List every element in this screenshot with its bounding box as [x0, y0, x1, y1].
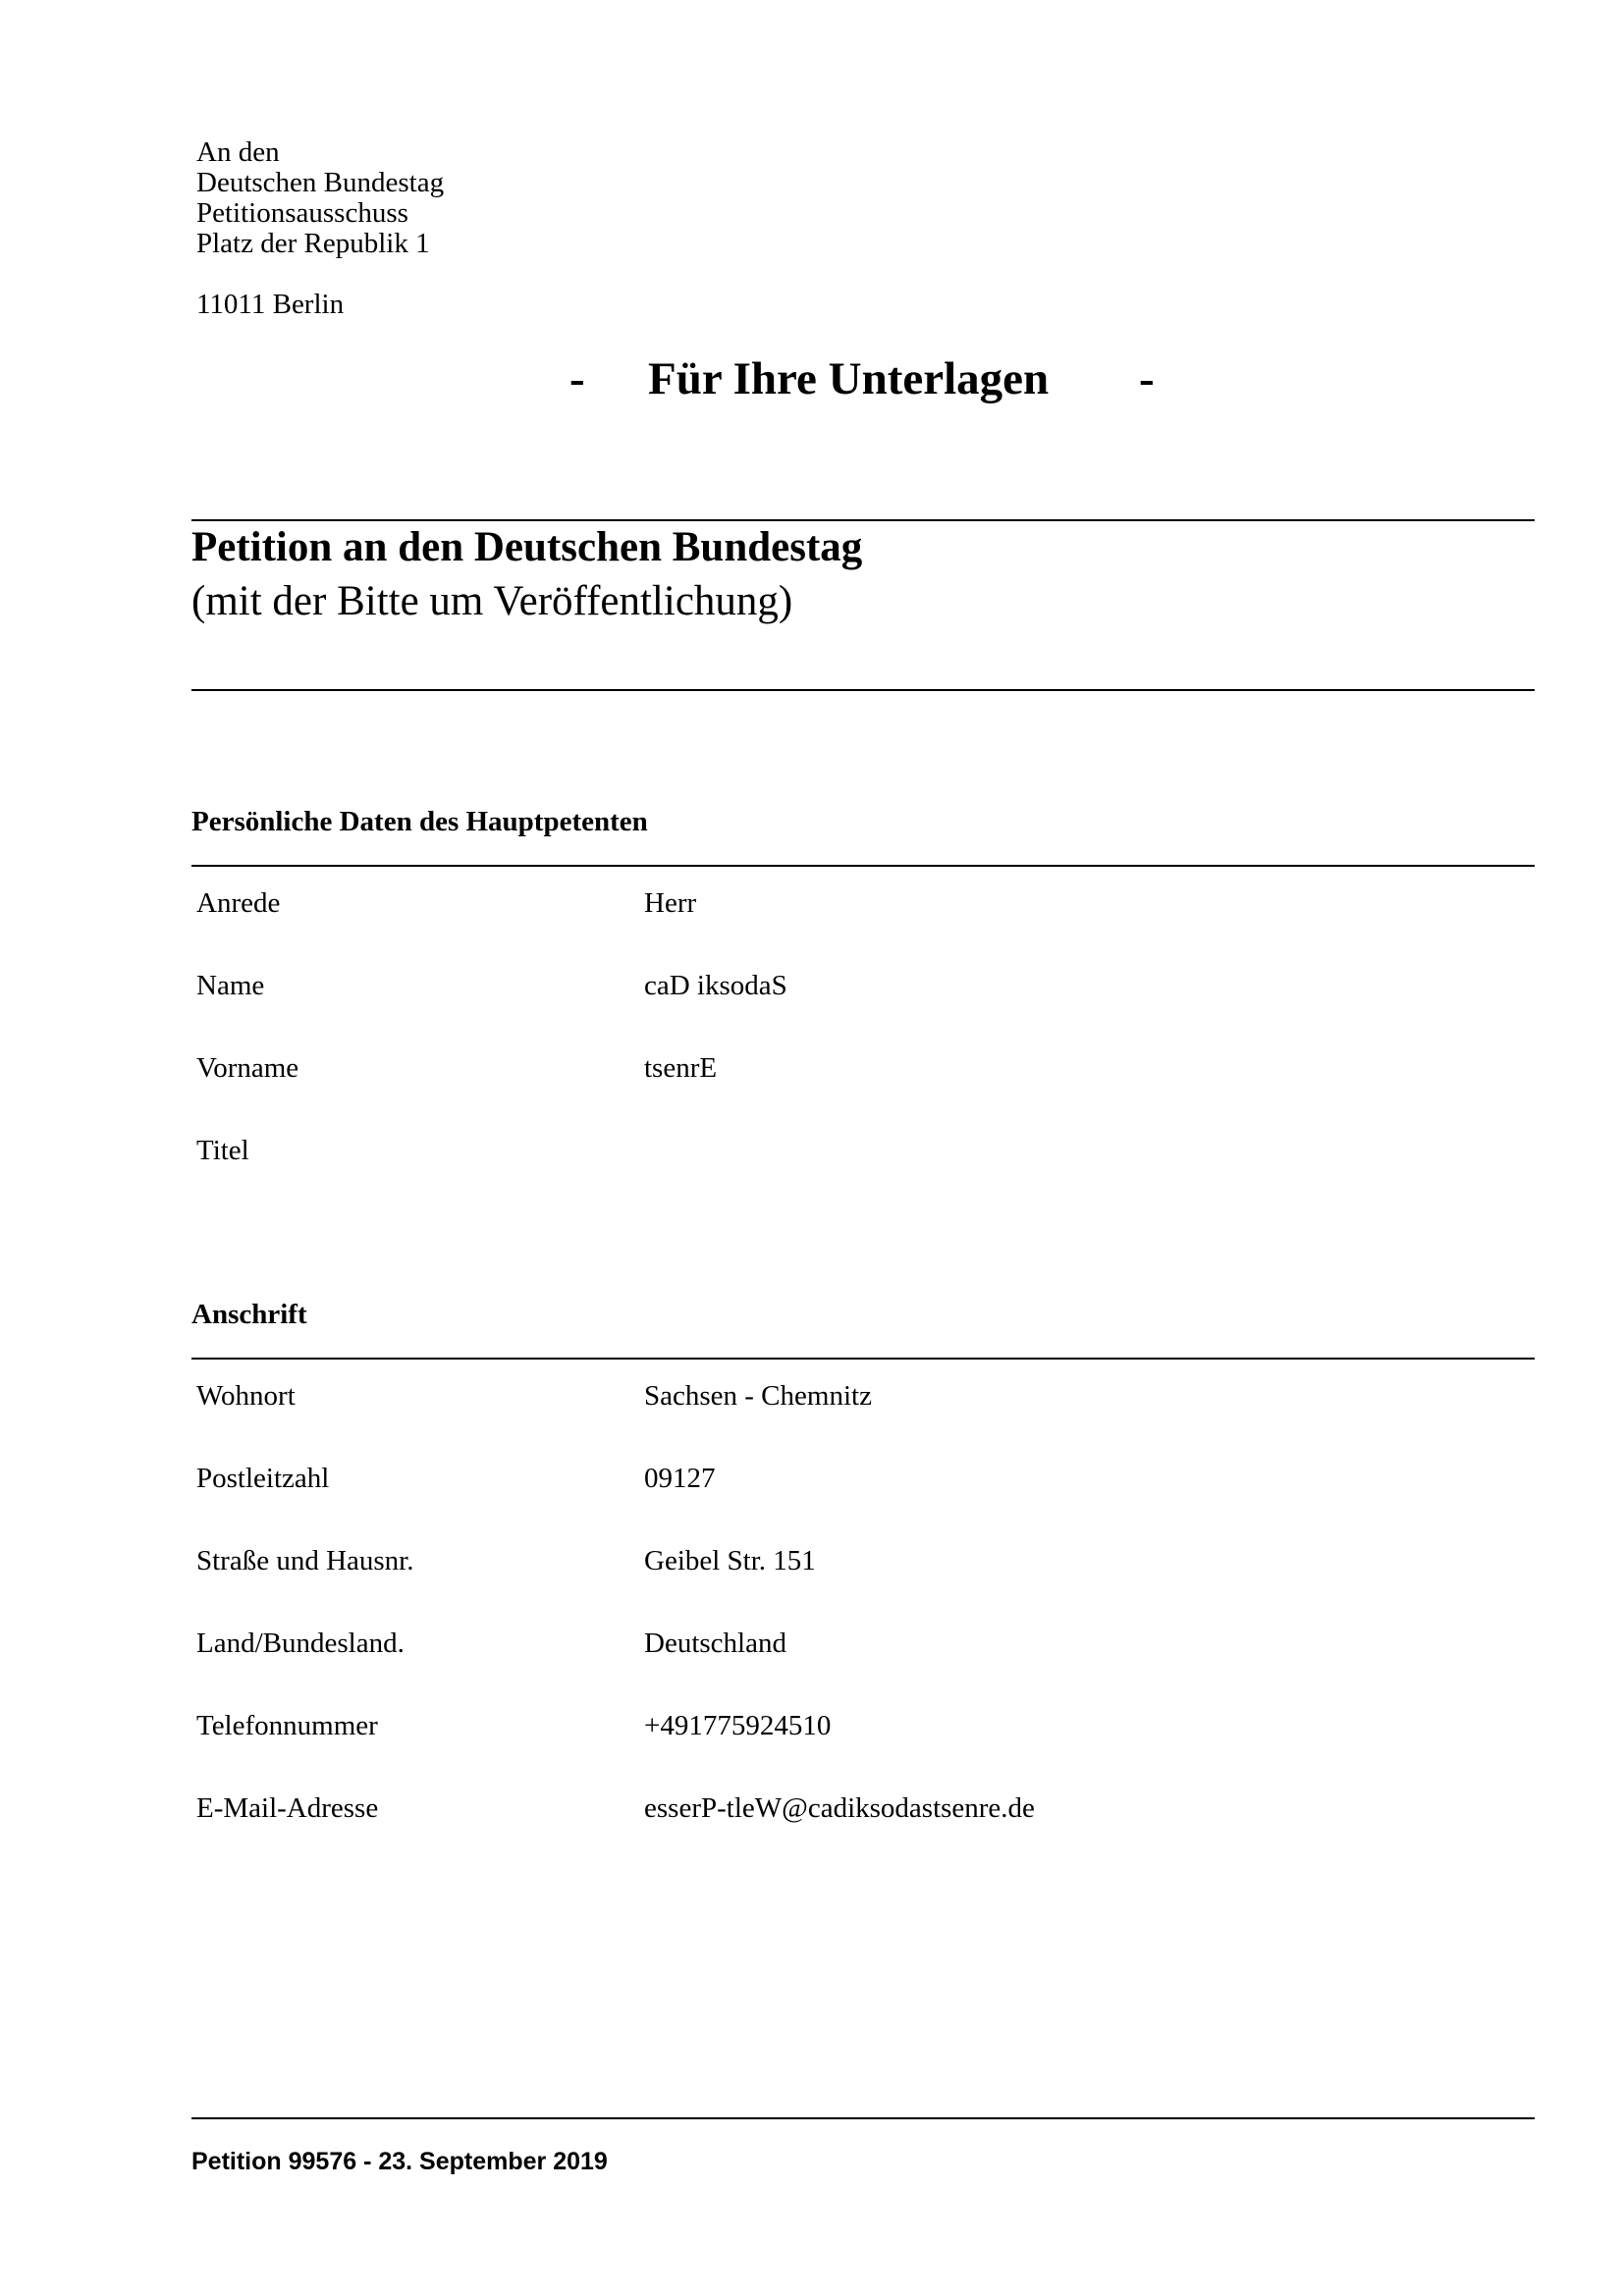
- field-label: Anrede: [196, 887, 281, 919]
- page-subtitle: (mit der Bitte um Veröffentlichung): [191, 578, 793, 624]
- field-row-land: [196, 1624, 1532, 1663]
- page-footer: Petition 99576 - 23. September 2019: [191, 2148, 608, 2175]
- footer-divider: [191, 2117, 1535, 2119]
- field-row-titel: [196, 1131, 1532, 1170]
- field-label: Wohnort: [196, 1380, 296, 1412]
- recipient-line: An den: [196, 136, 280, 168]
- recipient-line: Petitionsausschuss: [196, 197, 408, 229]
- address-section-divider: [191, 1358, 1535, 1360]
- field-value: +491775924510: [644, 1710, 832, 1741]
- records-heading-text: Für Ihre Unterlagen: [648, 353, 1050, 404]
- title-top-divider: [191, 519, 1535, 521]
- field-label: Vorname: [196, 1052, 299, 1084]
- field-label: Straße und Hausnr.: [196, 1545, 414, 1576]
- address-section-heading: Anschrift: [191, 1299, 307, 1330]
- field-value: Deutschland: [644, 1628, 786, 1659]
- field-row-email: [196, 1789, 1532, 1828]
- field-row-vorname: [196, 1048, 1532, 1088]
- records-dash-right: -: [1139, 353, 1155, 404]
- recipient-line: Deutschen Bundestag: [196, 167, 445, 198]
- field-row-wohnort: [196, 1376, 1532, 1415]
- field-row-anrede: [196, 883, 1532, 923]
- field-value: esserP-tleW@cadiksodastsenre.de: [644, 1792, 1035, 1824]
- recipient-address: [196, 137, 444, 259]
- field-row-postleitzahl: [196, 1459, 1532, 1498]
- field-value: Herr: [644, 887, 697, 919]
- title-bottom-divider: [191, 689, 1535, 691]
- field-value: 09127: [644, 1463, 716, 1494]
- personal-section-divider: [191, 865, 1535, 867]
- field-value: Geibel Str. 151: [644, 1545, 816, 1576]
- field-label: E-Mail-Adresse: [196, 1792, 379, 1824]
- records-dash-left: -: [569, 353, 585, 404]
- field-value: Sachsen - Chemnitz: [644, 1380, 872, 1412]
- field-label: Land/Bundesland.: [196, 1628, 405, 1659]
- field-value: tsenrE: [644, 1052, 718, 1084]
- field-row-strasse: [196, 1541, 1532, 1580]
- field-label: Name: [196, 970, 265, 1001]
- personal-section-heading: Persönliche Daten des Hauptpetenten: [191, 806, 648, 837]
- recipient-city: 11011 Berlin: [196, 289, 345, 320]
- field-label: Postleitzahl: [196, 1463, 330, 1494]
- field-row-name: [196, 966, 1532, 1005]
- recipient-line: Platz der Republik 1: [196, 228, 430, 259]
- field-value: caD iksodaS: [644, 970, 787, 1001]
- field-label: Telefonnummer: [196, 1710, 378, 1741]
- field-row-telefon: [196, 1706, 1532, 1745]
- field-label: Titel: [196, 1135, 249, 1166]
- page-title: Petition an den Deutschen Bundestag: [191, 524, 863, 570]
